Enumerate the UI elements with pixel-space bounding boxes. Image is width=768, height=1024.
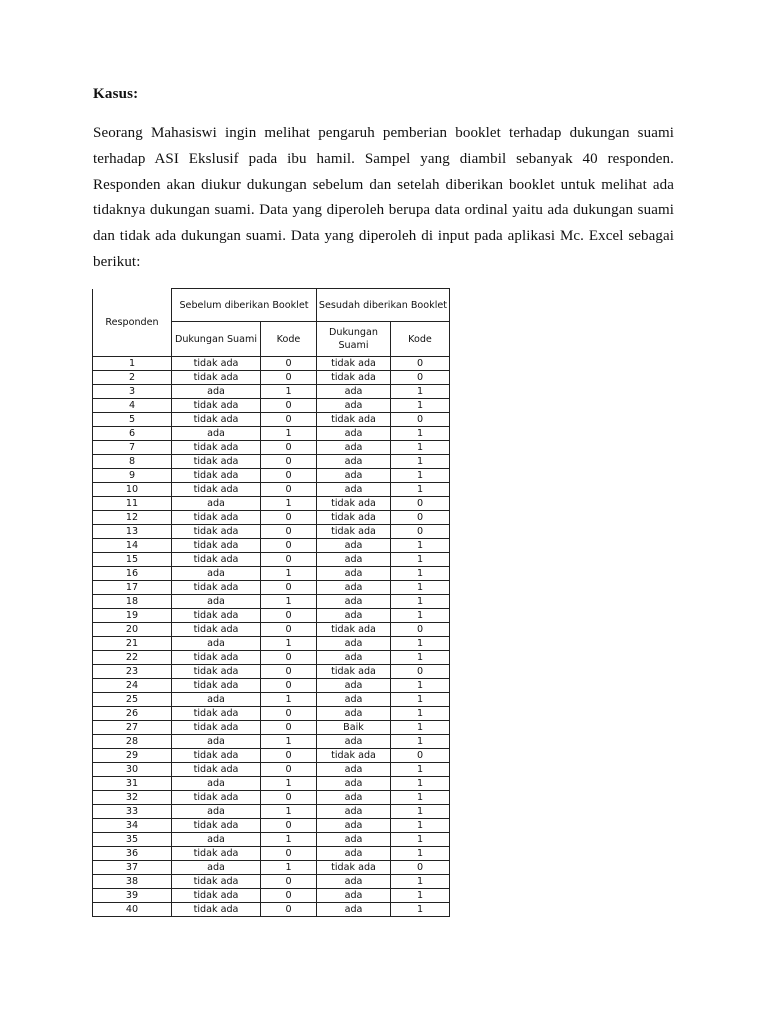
table-row <box>93 581 450 595</box>
cell-kode-after: 1 <box>391 469 450 483</box>
cell-dukungan-before: tidak ada <box>172 553 261 567</box>
cell-kode-after: 1 <box>391 399 450 413</box>
cell-dukungan-after: ada <box>317 553 391 567</box>
cell-kode-before: 0 <box>261 875 317 889</box>
cell-dukungan-before: tidak ada <box>172 413 261 427</box>
cell-kode-after: 1 <box>391 777 450 791</box>
table-row <box>93 875 450 889</box>
cell-kode-after: 1 <box>391 819 450 833</box>
cell-kode-after: 1 <box>391 553 450 567</box>
case-heading: Kasus: <box>93 86 139 102</box>
cell-responden: 37 <box>93 861 172 875</box>
cell-responden: 39 <box>93 889 172 903</box>
cell-dukungan-after: ada <box>317 469 391 483</box>
cell-dukungan-before: ada <box>172 637 261 651</box>
cell-responden: 30 <box>93 763 172 777</box>
cell-kode-before: 1 <box>261 595 317 609</box>
cell-responden: 29 <box>93 749 172 763</box>
cell-kode-before: 1 <box>261 735 317 749</box>
cell-responden: 24 <box>93 679 172 693</box>
cell-dukungan-before: tidak ada <box>172 511 261 525</box>
data-table <box>92 288 450 917</box>
table-row <box>93 651 450 665</box>
cell-dukungan-before: tidak ada <box>172 819 261 833</box>
table-row <box>93 749 450 763</box>
cell-dukungan-before: ada <box>172 777 261 791</box>
cell-dukungan-before: ada <box>172 385 261 399</box>
table-row <box>93 413 450 427</box>
cell-dukungan-after: ada <box>317 693 391 707</box>
cell-dukungan-before: tidak ada <box>172 609 261 623</box>
cell-dukungan-after: ada <box>317 847 391 861</box>
header-before-booklet: Sebelum diberikan Booklet <box>172 289 317 322</box>
cell-dukungan-after: ada <box>317 833 391 847</box>
cell-dukungan-after: ada <box>317 707 391 721</box>
cell-kode-before: 1 <box>261 833 317 847</box>
cell-dukungan-before: tidak ada <box>172 763 261 777</box>
table-row <box>93 707 450 721</box>
cell-dukungan-before: tidak ada <box>172 651 261 665</box>
cell-dukungan-before: tidak ada <box>172 525 261 539</box>
cell-kode-before: 1 <box>261 637 317 651</box>
cell-dukungan-after: Baik <box>317 721 391 735</box>
cell-kode-after: 1 <box>391 539 450 553</box>
cell-kode-after: 0 <box>391 749 450 763</box>
cell-kode-after: 1 <box>391 889 450 903</box>
cell-dukungan-after: ada <box>317 875 391 889</box>
cell-kode-after: 0 <box>391 497 450 511</box>
cell-dukungan-before: ada <box>172 567 261 581</box>
table-row <box>93 567 450 581</box>
table-body <box>93 357 450 917</box>
cell-dukungan-after: ada <box>317 581 391 595</box>
cell-responden: 6 <box>93 427 172 441</box>
cell-kode-after: 1 <box>391 693 450 707</box>
cell-kode-before: 0 <box>261 651 317 665</box>
cell-responden: 14 <box>93 539 172 553</box>
cell-kode-before: 0 <box>261 791 317 805</box>
table-row <box>93 861 450 875</box>
cell-dukungan-after: tidak ada <box>317 525 391 539</box>
cell-dukungan-after: tidak ada <box>317 749 391 763</box>
cell-kode-before: 0 <box>261 399 317 413</box>
cell-responden: 20 <box>93 623 172 637</box>
cell-kode-after: 1 <box>391 455 450 469</box>
table-row <box>93 637 450 651</box>
cell-dukungan-after: tidak ada <box>317 665 391 679</box>
table-row <box>93 623 450 637</box>
cell-dukungan-before: tidak ada <box>172 539 261 553</box>
cell-kode-after: 0 <box>391 357 450 371</box>
cell-kode-before: 0 <box>261 679 317 693</box>
cell-kode-after: 0 <box>391 861 450 875</box>
cell-dukungan-before: tidak ada <box>172 875 261 889</box>
cell-responden: 32 <box>93 791 172 805</box>
table-row <box>93 483 450 497</box>
cell-dukungan-after: ada <box>317 889 391 903</box>
cell-kode-before: 1 <box>261 805 317 819</box>
cell-kode-after: 1 <box>391 609 450 623</box>
cell-kode-before: 1 <box>261 385 317 399</box>
table-row <box>93 805 450 819</box>
table-row <box>93 679 450 693</box>
cell-dukungan-after: ada <box>317 805 391 819</box>
cell-kode-after: 1 <box>391 595 450 609</box>
cell-kode-before: 0 <box>261 847 317 861</box>
table-row <box>93 721 450 735</box>
cell-dukungan-after: ada <box>317 399 391 413</box>
cell-dukungan-after: ada <box>317 735 391 749</box>
cell-kode-after: 1 <box>391 651 450 665</box>
cell-dukungan-before: tidak ada <box>172 455 261 469</box>
cell-kode-after: 1 <box>391 679 450 693</box>
cell-dukungan-before: ada <box>172 833 261 847</box>
cell-responden: 18 <box>93 595 172 609</box>
cell-responden: 11 <box>93 497 172 511</box>
cell-responden: 38 <box>93 875 172 889</box>
cell-kode-after: 1 <box>391 567 450 581</box>
cell-dukungan-after: tidak ada <box>317 861 391 875</box>
cell-dukungan-after: tidak ada <box>317 413 391 427</box>
cell-dukungan-after: tidak ada <box>317 357 391 371</box>
cell-dukungan-after: ada <box>317 637 391 651</box>
cell-responden: 27 <box>93 721 172 735</box>
table-row <box>93 777 450 791</box>
cell-dukungan-after: ada <box>317 903 391 917</box>
cell-responden: 17 <box>93 581 172 595</box>
cell-kode-before: 1 <box>261 567 317 581</box>
cell-responden: 23 <box>93 665 172 679</box>
cell-kode-before: 0 <box>261 763 317 777</box>
cell-dukungan-after: tidak ada <box>317 511 391 525</box>
cell-responden: 3 <box>93 385 172 399</box>
cell-kode-after: 1 <box>391 805 450 819</box>
cell-responden: 34 <box>93 819 172 833</box>
table-row <box>93 609 450 623</box>
cell-dukungan-after: ada <box>317 483 391 497</box>
cell-dukungan-before: tidak ada <box>172 665 261 679</box>
cell-dukungan-before: ada <box>172 595 261 609</box>
cell-dukungan-before: tidak ada <box>172 679 261 693</box>
cell-kode-before: 0 <box>261 553 317 567</box>
table-row <box>93 385 450 399</box>
cell-kode-before: 1 <box>261 777 317 791</box>
header-responden: Responden <box>93 289 172 357</box>
cell-kode-before: 0 <box>261 413 317 427</box>
cell-dukungan-after: ada <box>317 819 391 833</box>
cell-responden: 28 <box>93 735 172 749</box>
cell-responden: 26 <box>93 707 172 721</box>
cell-responden: 2 <box>93 371 172 385</box>
cell-dukungan-after: ada <box>317 763 391 777</box>
cell-dukungan-after: ada <box>317 595 391 609</box>
table-row <box>93 665 450 679</box>
table-row <box>93 511 450 525</box>
cell-responden: 31 <box>93 777 172 791</box>
cell-dukungan-before: tidak ada <box>172 749 261 763</box>
cell-dukungan-after: ada <box>317 441 391 455</box>
cell-responden: 16 <box>93 567 172 581</box>
cell-dukungan-before: tidak ada <box>172 721 261 735</box>
cell-dukungan-before: ada <box>172 497 261 511</box>
cell-dukungan-after: ada <box>317 427 391 441</box>
cell-dukungan-after: ada <box>317 385 391 399</box>
cell-kode-before: 0 <box>261 539 317 553</box>
table-row <box>93 469 450 483</box>
cell-responden: 21 <box>93 637 172 651</box>
cell-kode-before: 0 <box>261 665 317 679</box>
cell-dukungan-before: ada <box>172 427 261 441</box>
table-row <box>93 371 450 385</box>
cell-kode-before: 0 <box>261 581 317 595</box>
cell-kode-after: 1 <box>391 721 450 735</box>
cell-kode-after: 1 <box>391 735 450 749</box>
cell-kode-before: 0 <box>261 889 317 903</box>
table-row <box>93 595 450 609</box>
cell-dukungan-before: tidak ada <box>172 847 261 861</box>
table-row <box>93 357 450 371</box>
cell-dukungan-before: tidak ada <box>172 357 261 371</box>
cell-kode-before: 0 <box>261 441 317 455</box>
cell-kode-after: 0 <box>391 413 450 427</box>
cell-kode-before: 0 <box>261 525 317 539</box>
cell-dukungan-after: ada <box>317 455 391 469</box>
cell-kode-before: 0 <box>261 483 317 497</box>
cell-kode-after: 1 <box>391 441 450 455</box>
cell-dukungan-before: tidak ada <box>172 399 261 413</box>
cell-responden: 13 <box>93 525 172 539</box>
cell-responden: 12 <box>93 511 172 525</box>
header-kode-before: Kode <box>261 322 317 357</box>
cell-kode-after: 1 <box>391 427 450 441</box>
cell-dukungan-after: ada <box>317 679 391 693</box>
table-row <box>93 693 450 707</box>
table-row <box>93 427 450 441</box>
cell-dukungan-before: tidak ada <box>172 707 261 721</box>
cell-kode-before: 0 <box>261 357 317 371</box>
table-row <box>93 497 450 511</box>
cell-dukungan-before: tidak ada <box>172 371 261 385</box>
table-row <box>93 791 450 805</box>
cell-kode-after: 1 <box>391 875 450 889</box>
table-row <box>93 455 450 469</box>
cell-kode-before: 1 <box>261 861 317 875</box>
cell-dukungan-before: tidak ada <box>172 791 261 805</box>
table-row <box>93 525 450 539</box>
cell-kode-before: 0 <box>261 371 317 385</box>
cell-dukungan-after: ada <box>317 651 391 665</box>
cell-dukungan-after: ada <box>317 609 391 623</box>
cell-dukungan-after: tidak ada <box>317 623 391 637</box>
cell-responden: 15 <box>93 553 172 567</box>
cell-kode-after: 0 <box>391 623 450 637</box>
cell-responden: 40 <box>93 903 172 917</box>
cell-responden: 1 <box>93 357 172 371</box>
cell-kode-after: 0 <box>391 525 450 539</box>
table-row <box>93 553 450 567</box>
cell-kode-after: 1 <box>391 637 450 651</box>
table-row <box>93 735 450 749</box>
header-dukungan-before: Dukungan Suami <box>172 322 261 357</box>
cell-dukungan-after: tidak ada <box>317 371 391 385</box>
cell-kode-after: 1 <box>391 791 450 805</box>
cell-dukungan-before: ada <box>172 861 261 875</box>
table-row <box>93 399 450 413</box>
cell-dukungan-after: ada <box>317 539 391 553</box>
cell-kode-after: 0 <box>391 665 450 679</box>
cell-kode-before: 0 <box>261 623 317 637</box>
cell-responden: 5 <box>93 413 172 427</box>
cell-kode-after: 0 <box>391 511 450 525</box>
cell-kode-before: 1 <box>261 497 317 511</box>
cell-kode-before: 0 <box>261 469 317 483</box>
cell-kode-before: 0 <box>261 721 317 735</box>
cell-kode-before: 0 <box>261 707 317 721</box>
cell-kode-after: 1 <box>391 581 450 595</box>
table-row <box>93 763 450 777</box>
cell-kode-before: 0 <box>261 609 317 623</box>
table-row <box>93 847 450 861</box>
cell-kode-after: 1 <box>391 483 450 497</box>
cell-dukungan-before: tidak ada <box>172 903 261 917</box>
cell-kode-before: 0 <box>261 903 317 917</box>
cell-responden: 7 <box>93 441 172 455</box>
cell-dukungan-before: ada <box>172 735 261 749</box>
table-row <box>93 889 450 903</box>
cell-responden: 19 <box>93 609 172 623</box>
cell-kode-after: 1 <box>391 847 450 861</box>
table-row <box>93 833 450 847</box>
cell-kode-before: 1 <box>261 427 317 441</box>
case-paragraph: Seorang Mahasiswi ingin melihat pengaruh pemberian booklet terhadap dukungan suami terhadap ASI Ekslusif pada ibu hamil. Sampel yang diambil sebanyak 40 responden. Responden akan diukur dukungan sebelum dan setelah diberikan booklet untuk melihat ada tidaknya dukungan suami. Data yang diperoleh berupa data ordinal yaitu ada dukungan suami dan tidak ada dukungan suami. Data yang diperoleh di input pada aplikasi Mc. Excel sebagai berikut: <box>93 125 674 270</box>
cell-kode-before: 0 <box>261 819 317 833</box>
cell-kode-after: 0 <box>391 371 450 385</box>
cell-responden: 4 <box>93 399 172 413</box>
cell-dukungan-after: ada <box>317 777 391 791</box>
cell-responden: 8 <box>93 455 172 469</box>
cell-dukungan-before: tidak ada <box>172 441 261 455</box>
cell-kode-before: 0 <box>261 511 317 525</box>
cell-dukungan-before: ada <box>172 805 261 819</box>
cell-dukungan-before: tidak ada <box>172 483 261 497</box>
cell-dukungan-before: tidak ada <box>172 469 261 483</box>
cell-kode-after: 1 <box>391 385 450 399</box>
header-kode-after: Kode <box>391 322 450 357</box>
cell-dukungan-after: ada <box>317 567 391 581</box>
cell-responden: 22 <box>93 651 172 665</box>
cell-dukungan-before: tidak ada <box>172 623 261 637</box>
cell-kode-before: 1 <box>261 693 317 707</box>
table-row <box>93 819 450 833</box>
cell-kode-before: 0 <box>261 455 317 469</box>
cell-kode-before: 0 <box>261 749 317 763</box>
cell-dukungan-before: tidak ada <box>172 581 261 595</box>
cell-responden: 33 <box>93 805 172 819</box>
cell-kode-after: 1 <box>391 707 450 721</box>
table-row <box>93 539 450 553</box>
cell-responden: 9 <box>93 469 172 483</box>
header-after-booklet: Sesudah diberikan Booklet <box>317 289 450 322</box>
cell-responden: 35 <box>93 833 172 847</box>
cell-responden: 36 <box>93 847 172 861</box>
cell-kode-after: 1 <box>391 763 450 777</box>
cell-responden: 10 <box>93 483 172 497</box>
cell-responden: 25 <box>93 693 172 707</box>
cell-dukungan-before: tidak ada <box>172 889 261 903</box>
cell-dukungan-after: ada <box>317 791 391 805</box>
cell-kode-after: 1 <box>391 833 450 847</box>
table-row <box>93 903 450 917</box>
table-row <box>93 441 450 455</box>
cell-kode-after: 1 <box>391 903 450 917</box>
header-dukungan-after: Dukungan Suami <box>317 322 391 357</box>
cell-dukungan-before: ada <box>172 693 261 707</box>
cell-dukungan-after: tidak ada <box>317 497 391 511</box>
